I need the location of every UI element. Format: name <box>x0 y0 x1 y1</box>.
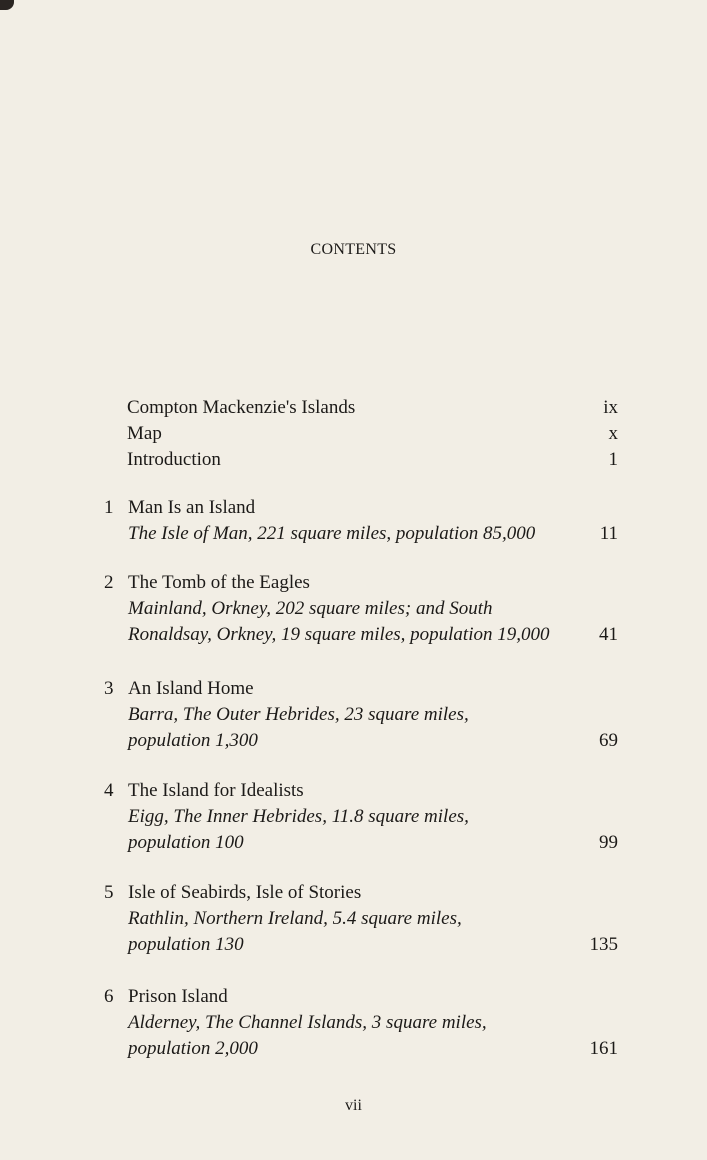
chapter-subtitle: population 1,300 <box>128 729 258 751</box>
chapter-subtitle: Eigg, The Inner Hebrides, 11.8 square miles, <box>128 805 469 827</box>
chapter-subtitle: population 100 <box>128 831 244 853</box>
chapter-page: 41 <box>599 623 618 645</box>
entry-title: Introduction <box>127 448 221 470</box>
chapter-subtitle: Alderney, The Channel Islands, 3 square miles, <box>128 1011 487 1033</box>
chapter-title: An Island Home <box>128 678 254 699</box>
chapter-subtitle: Ronaldsay, Orkney, 19 square miles, population 19,000 <box>128 623 550 645</box>
entry-page: ix <box>603 397 618 418</box>
chapter-title: The Island for Idealists <box>128 780 304 801</box>
chapter-page: 11 <box>599 522 618 544</box>
chapter-subtitle: Rathlin, Northern Ireland, 5.4 square miles, <box>128 907 462 929</box>
entry-page: 1 <box>608 448 618 470</box>
chapter-page: 161 <box>589 1037 618 1059</box>
chapter-entry-5[interactable] <box>104 880 618 957</box>
toc-entry[interactable] <box>104 447 618 473</box>
toc-entry[interactable] <box>104 395 618 421</box>
chapter-entry-1[interactable] <box>104 495 618 547</box>
chapter-number: 1 <box>104 497 114 518</box>
front-matter-list <box>104 395 618 472</box>
chapter-entry-4[interactable] <box>104 778 618 855</box>
toc-entry[interactable] <box>104 421 618 447</box>
chapter-subtitle: Mainland, Orkney, 202 square miles; and South <box>128 597 493 619</box>
chapter-number: 4 <box>104 780 114 801</box>
chapter-number: 5 <box>104 882 114 903</box>
chapter-title: Prison Island <box>128 986 228 1007</box>
chapter-title: Man Is an Island <box>128 497 256 518</box>
chapter-entry-2[interactable] <box>104 570 618 647</box>
chapter-page: 99 <box>599 831 618 853</box>
folio-page-number: vii <box>345 1097 362 1114</box>
chapter-entry-6[interactable] <box>104 984 618 1061</box>
chapter-subtitle: The Isle of Man, 221 square miles, population 85,000 <box>128 522 536 544</box>
entry-title: Map <box>127 422 162 444</box>
chapter-title: Isle of Seabirds, Isle of Stories <box>128 882 362 903</box>
chapter-number: 3 <box>104 678 114 699</box>
chapter-page: 135 <box>589 933 618 955</box>
page-corner-shadow <box>0 0 14 10</box>
entry-title: Compton Mackenzie's Islands <box>127 397 356 418</box>
contents-heading: CONTENTS <box>310 241 397 258</box>
chapter-entry-3[interactable] <box>104 676 618 753</box>
chapter-page: 69 <box>599 729 618 751</box>
chapter-number: 6 <box>104 986 114 1007</box>
chapter-subtitle: population 2,000 <box>128 1037 258 1059</box>
chapter-subtitle: population 130 <box>128 933 244 955</box>
chapter-title: The Tomb of the Eagles <box>128 572 310 593</box>
chapter-subtitle: Barra, The Outer Hebrides, 23 square miles, <box>128 703 469 725</box>
entry-page: x <box>608 422 618 444</box>
chapter-number: 2 <box>104 572 114 593</box>
